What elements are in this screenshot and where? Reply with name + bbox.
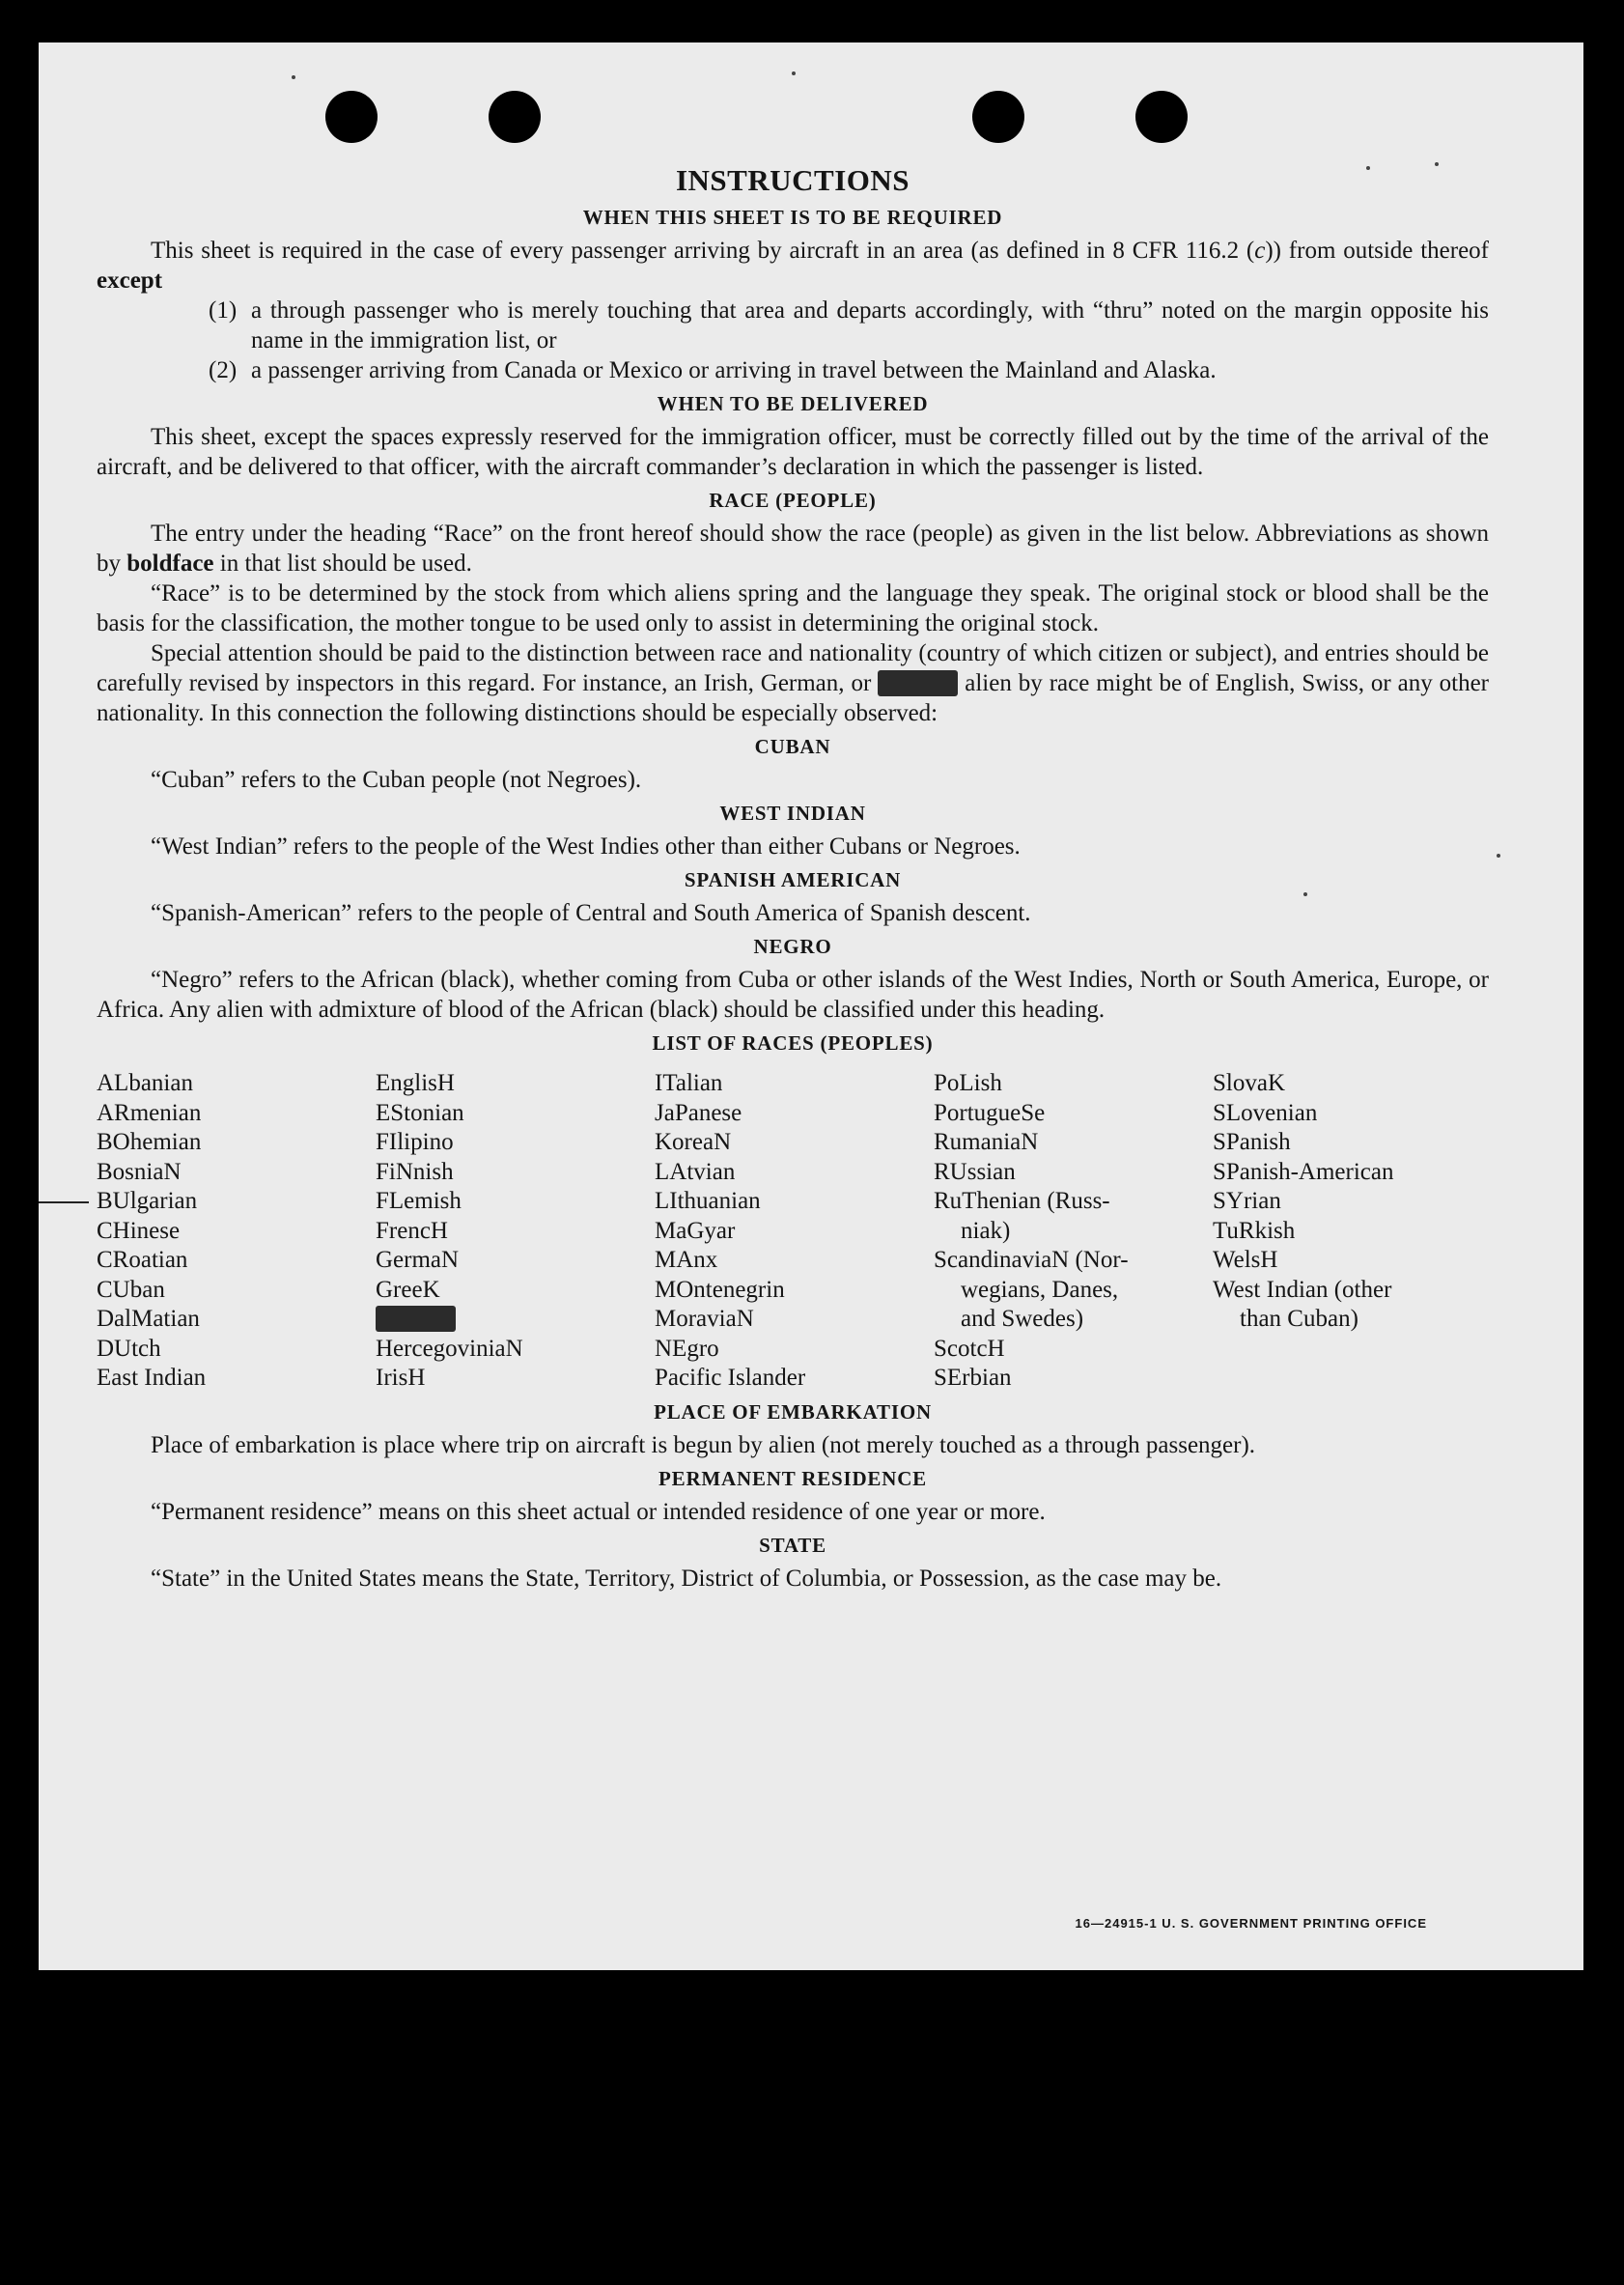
paragraph: “West Indian” refers to the people of the West Indies other than either Cubans or Negroes. <box>151 833 1021 860</box>
paragraph: Place of embarkation is place where trip on aircraft is begun by alien (not merely touched as a through passenger). <box>151 1431 1256 1458</box>
race-item: BosniaN <box>97 1158 182 1185</box>
text-span: The entry under the heading “Race” on the front hereof should show the race (people) as given in the list below. Abbreviations as shown by <box>97 521 1489 577</box>
race-item: LAtvian <box>655 1158 736 1185</box>
race-item: PoLish <box>934 1070 1002 1096</box>
item-text: a passenger arriving from Canada or Mexico or arriving in travel between the Mainland and Alaska. <box>251 357 1217 383</box>
section-heading: CUBAN <box>754 735 831 758</box>
race-column <box>376 1069 655 1394</box>
race-item: CRoatian <box>97 1247 188 1273</box>
race-column <box>934 1069 1213 1394</box>
race-item: than Cuban) <box>1240 1306 1358 1332</box>
races-list <box>97 1069 1489 1394</box>
race-item <box>376 1305 655 1335</box>
section-heading: LIST OF RACES (PEOPLES) <box>652 1031 934 1055</box>
race-item: LIthuanian <box>655 1188 761 1214</box>
paragraph: “Race” is to be determined by the stock from which aliens spring and the language they speak. The original stock or blood shall be the basis for the classification, the mother tongue to be used only to assist in determining the original stock. <box>97 580 1489 636</box>
punch-hole <box>972 91 1024 143</box>
race-item: West Indian (other <box>1213 1276 1392 1303</box>
race-item: FrencH <box>376 1217 448 1244</box>
race-item: HercegoviniaN <box>376 1335 523 1362</box>
bold-text: boldface <box>126 550 214 577</box>
race-item: RUssian <box>934 1158 1016 1185</box>
race-item: SPanish-American <box>1213 1158 1394 1185</box>
instructions-body <box>97 162 1489 1594</box>
punch-hole <box>1135 91 1188 143</box>
section-heading: RACE (PEOPLE) <box>709 489 877 512</box>
race-item: PortugueSe <box>934 1099 1046 1126</box>
text-span: Special attention should be paid to the distinction between race and nationality (country of which citizen or subject), and entries should be carefully revised by inspectors in this regard. For instance, an Irish, German, or <box>97 640 1489 696</box>
section-heading: SPANISH AMERICAN <box>684 868 902 891</box>
paragraph: “Permanent residence” means on this sheet actual or intended residence of one year or more. <box>151 1498 1046 1525</box>
race-item: SlovaK <box>1213 1070 1285 1096</box>
section-heading: NEGRO <box>753 935 832 958</box>
race-item: KoreaN <box>655 1129 732 1155</box>
race-item: East Indian <box>97 1365 207 1391</box>
race-item: TuRkish <box>1213 1217 1296 1244</box>
race-item: BUlgarian <box>97 1188 198 1214</box>
race-item: SLovenian <box>1213 1099 1318 1126</box>
race-item: NEgro <box>655 1335 719 1362</box>
section-heading: PLACE OF EMBARKATION <box>654 1399 932 1424</box>
race-item: ScandinaviaN (Nor- <box>934 1247 1129 1273</box>
punch-hole <box>325 91 378 143</box>
race-item: MaGyar <box>655 1217 736 1244</box>
paragraph: This sheet, except the spaces expressly reserved for the immigration officer, must be correctly filled out by the time of the arrival of the aircraft, and be delivered to that officer, with the aircraft commander’s declaration in which the passenger is listed. <box>97 424 1489 480</box>
section-heading: STATE <box>759 1533 826 1557</box>
race-item: SYrian <box>1213 1188 1281 1214</box>
speck <box>792 71 796 75</box>
paragraph <box>97 638 1489 728</box>
race-item: JaPanese <box>655 1099 742 1126</box>
race-item: RuThenian (Russ- <box>934 1188 1110 1214</box>
paragraph: “Spanish-American” refers to the people of Central and South America of Spanish descent. <box>151 900 1031 926</box>
race-item: MOntenegrin <box>655 1276 785 1303</box>
race-item: ITalian <box>655 1070 723 1096</box>
item-number: (2) <box>209 357 238 383</box>
race-column <box>97 1069 376 1394</box>
print-code: 16—24915-1 U. S. GOVERNMENT PRINTING OFFICE <box>1075 1916 1427 1931</box>
exception-item <box>97 355 1489 385</box>
text-span: )) from outside thereof <box>1265 238 1489 264</box>
race-item: CUban <box>97 1276 165 1303</box>
redacted-word <box>878 670 958 696</box>
paragraph <box>97 519 1489 578</box>
race-item: FIlipino <box>376 1129 454 1155</box>
race-item: RumaniaN <box>934 1129 1039 1155</box>
page-title: INSTRUCTIONS <box>675 163 910 197</box>
text-span: This sheet is required in the case of every passenger arriving by aircraft in an area (as defined in 8 CFR 116.2 ( <box>151 238 1255 264</box>
paragraph <box>97 236 1489 296</box>
redacted-word <box>376 1306 456 1332</box>
paragraph: “Cuban” refers to the Cuban people (not Negroes). <box>151 767 642 793</box>
race-item: EStonian <box>376 1099 464 1126</box>
text-span: in that list should be used. <box>213 550 472 577</box>
race-item: WelsH <box>1213 1247 1278 1273</box>
race-item: DUtch <box>97 1335 161 1362</box>
section-heading: WHEN TO BE DELIVERED <box>657 392 929 415</box>
race-item: GreeK <box>376 1276 440 1303</box>
document-page <box>39 42 1583 1970</box>
race-item: BOhemian <box>97 1129 202 1155</box>
section-heading: WEST INDIAN <box>719 802 866 825</box>
race-item: IrisH <box>376 1365 426 1391</box>
race-item: SPanish <box>1213 1129 1291 1155</box>
race-item: ALbanian <box>97 1070 193 1096</box>
item-text: a through passenger who is merely touching that area and departs accordingly, with “thru” noted on the margin opposite his name in the immigration list, or <box>251 297 1489 353</box>
race-item: wegians, Danes, <box>961 1276 1119 1303</box>
race-item: niak) <box>961 1217 1011 1244</box>
margin-mark <box>39 1201 89 1203</box>
race-item: ARmenian <box>97 1099 202 1126</box>
race-item: FLemish <box>376 1188 462 1214</box>
paragraph: “Negro” refers to the African (black), whether coming from Cuba or other islands of the West Indies, North or South America, Europe, or Africa. Any alien with admixture of blood of the African (black) should be classified under this heading. <box>97 967 1489 1023</box>
race-item: EnglisH <box>376 1070 455 1096</box>
race-item: MAnx <box>655 1247 718 1273</box>
text-span: alien by race might be of English, Swiss, or any other nationality. In this connection the following distinctions should be especially observed: <box>97 670 1489 726</box>
exception-item <box>97 296 1489 355</box>
item-number: (1) <box>209 297 238 324</box>
race-column <box>655 1069 934 1394</box>
section-heading: WHEN THIS SHEET IS TO BE REQUIRED <box>582 206 1003 229</box>
race-item: Pacific Islander <box>655 1365 806 1391</box>
speck <box>292 75 295 79</box>
punch-hole <box>489 91 541 143</box>
race-item: CHinese <box>97 1217 181 1244</box>
race-item: MoraviaN <box>655 1306 754 1332</box>
race-item: and Swedes) <box>961 1306 1084 1332</box>
race-item: ScotcH <box>934 1335 1005 1362</box>
bold-text: except <box>97 268 163 294</box>
race-item: FiNnish <box>376 1158 454 1185</box>
text-span: c <box>1254 238 1266 264</box>
section-heading: PERMANENT RESIDENCE <box>658 1466 927 1490</box>
race-item: SErbian <box>934 1365 1012 1391</box>
speck <box>1497 854 1500 858</box>
race-item: GermaN <box>376 1247 460 1273</box>
race-item: DalMatian <box>97 1306 200 1332</box>
paragraph: “State” in the United States means the State, Territory, District of Columbia, or Possession, as the case may be. <box>151 1565 1222 1592</box>
race-column <box>1213 1069 1492 1394</box>
